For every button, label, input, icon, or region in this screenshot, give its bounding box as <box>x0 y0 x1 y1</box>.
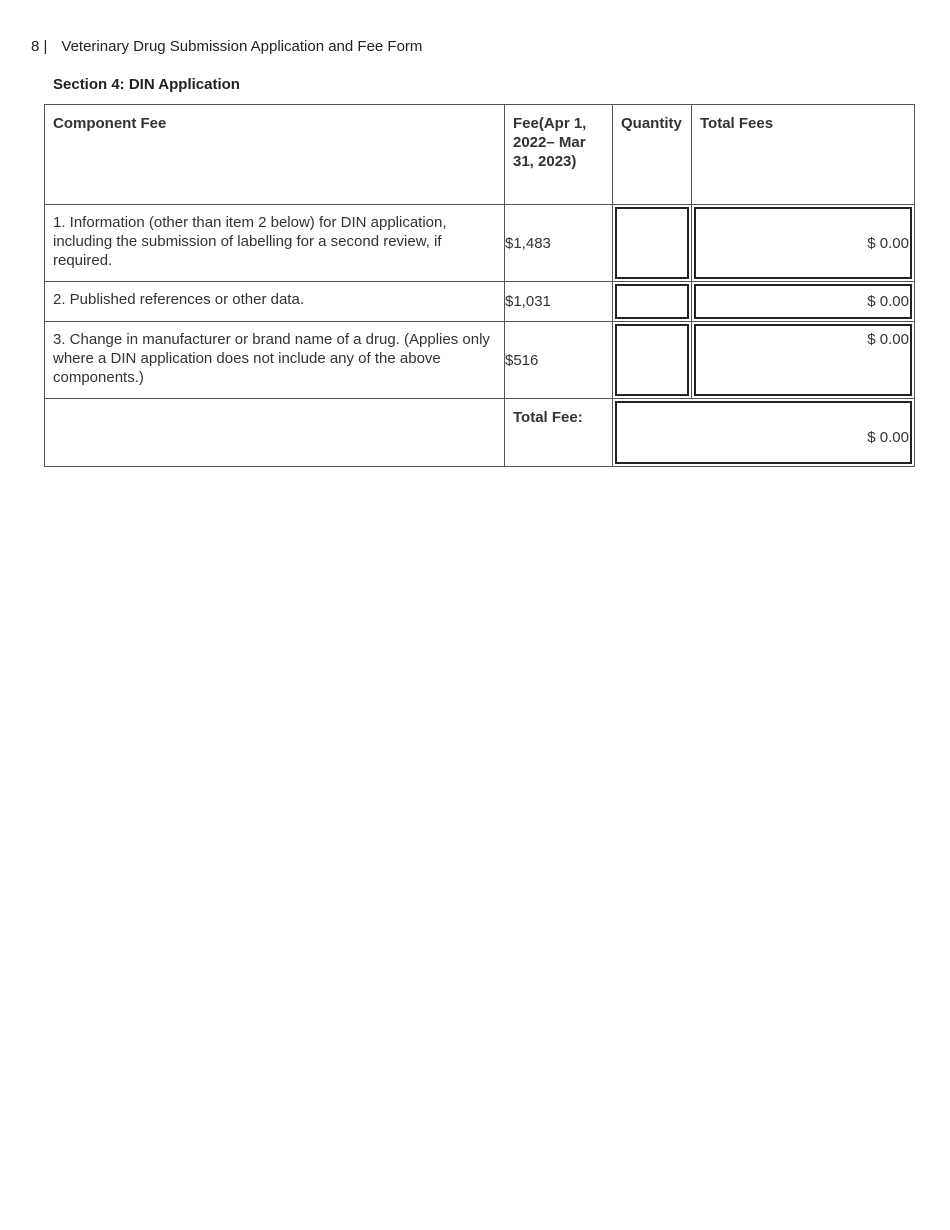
column-header-component-fee: Component Fee <box>45 105 505 205</box>
total-fee-field[interactable]: $ 0.00 <box>615 401 912 464</box>
column-header-quantity: Quantity <box>613 105 692 205</box>
quantity-cell <box>613 205 692 282</box>
total-fee-label: Total Fee: <box>505 399 613 467</box>
total-cell <box>692 322 915 399</box>
total-fees-field[interactable]: $ 0.00 <box>694 284 912 319</box>
quantity-input[interactable] <box>615 284 689 319</box>
table-row <box>45 205 915 282</box>
table-header-row <box>45 105 915 205</box>
total-fees-field[interactable]: $ 0.00 <box>694 207 912 279</box>
document-title: Veterinary Drug Submission Application and Fee Form <box>61 38 423 55</box>
total-fee-cell <box>613 399 915 467</box>
page-number: 8 | <box>31 38 48 55</box>
total-cell <box>692 282 915 322</box>
section-title: Section 4: DIN Application <box>53 76 240 93</box>
component-description: 1. Information (other than item 2 below) for DIN application, including the submission of labelling for a second review, if required. <box>45 205 505 282</box>
table-row <box>45 322 915 399</box>
component-description: 3. Change in manufacturer or brand name of a drug. (Applies only where a DIN application does not include any of the above components.) <box>45 322 505 399</box>
component-description: 2. Published references or other data. <box>45 282 505 322</box>
empty-cell <box>45 399 505 467</box>
table-total-row <box>45 399 915 467</box>
quantity-input[interactable] <box>615 207 689 279</box>
total-fees-field[interactable]: $ 0.00 <box>694 324 912 396</box>
quantity-cell <box>613 282 692 322</box>
total-cell <box>692 205 915 282</box>
component-fee: $1,031 <box>505 282 613 322</box>
din-fee-table <box>44 104 915 467</box>
page-header <box>31 38 422 55</box>
table-row <box>45 282 915 322</box>
column-header-fee: Fee(Apr 1, 2022– Mar 31, 2023) <box>505 105 613 205</box>
component-fee: $516 <box>505 322 613 399</box>
quantity-cell <box>613 322 692 399</box>
quantity-input[interactable] <box>615 324 689 396</box>
component-fee: $1,483 <box>505 205 613 282</box>
column-header-total-fees: Total Fees <box>692 105 915 205</box>
